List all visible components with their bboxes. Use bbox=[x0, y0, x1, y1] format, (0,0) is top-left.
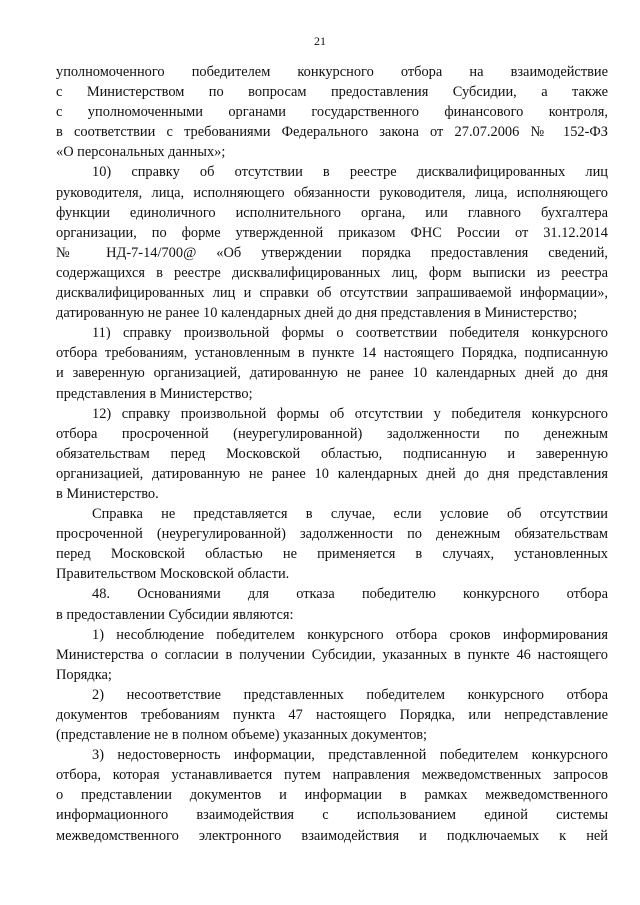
text-line: 2) несоответствие представленных победителем конкурсного отбора bbox=[92, 686, 608, 703]
text-line: № НД-7-14/700@ «Об утверждении порядка предоставления сведений, bbox=[56, 244, 608, 261]
text-line: просроченной (неурегулированной) задолженности по денежным обязательствам bbox=[56, 526, 608, 543]
text-line: межведомственного электронного взаимодействия и подключаемых к ней bbox=[56, 827, 608, 844]
text-line: в соответствии с требованиями Федерального закона от 27.07.2006 № 152-ФЗ bbox=[56, 124, 608, 141]
document-body bbox=[56, 62, 608, 846]
text-line: содержащихся в реестре дисквалифицированных лиц, форм выписки из реестра bbox=[56, 264, 608, 281]
paragraph-item-48-3 bbox=[56, 745, 608, 845]
text-line: 48. Основаниями для отказа победителю конкурсного отбора bbox=[92, 586, 608, 603]
text-line: документов требованиям пункта 47 настоящего Порядка, или непредставление bbox=[56, 707, 608, 723]
text-line: руководителя, лица, исполняющего обязанности руководителя, лица, исполняющего bbox=[56, 184, 608, 201]
text-line: организацией, датированную не ранее 10 календарных дней до дня представления bbox=[56, 465, 608, 482]
text-line: информационного взаимодействия с использованием единой системы bbox=[56, 807, 608, 824]
text-line: отбора, которая устанавливается путем направления межведомственных запросов bbox=[56, 767, 608, 784]
text-line: отбора просроченной (неурегулированной) задолженности по денежным bbox=[56, 425, 608, 442]
text-line: организации, по форме утвержденной приказом ФНС России от 31.12.2014 bbox=[56, 224, 608, 241]
text-line: дисквалифицированных лиц и справки об отсутствии запрашиваемой информации», bbox=[56, 285, 608, 302]
text-line: перед Московской областью не применяется в случаях, установленных bbox=[56, 546, 608, 563]
text-line: (представление не в полном объеме) указанных документов; bbox=[56, 727, 428, 744]
text-line: Порядка; bbox=[56, 666, 112, 683]
text-line: 11) справку произвольной формы о соответствии победителя конкурсного bbox=[92, 325, 608, 342]
text-line: 1) несоблюдение победителем конкурсного отбора сроков информирования bbox=[92, 626, 608, 643]
text-line: в предоставлении Субсидии являются: bbox=[56, 606, 294, 623]
text-line: 12) справку произвольной формы об отсутствии у победителя конкурсного bbox=[92, 405, 608, 422]
paragraph-item-10 bbox=[56, 162, 608, 323]
text-line: датированную не ранее 10 календарных дней до дня представления в Министерство; bbox=[56, 305, 578, 322]
text-line: Правительством Московской области. bbox=[56, 566, 290, 583]
text-line: с Министерством по вопросам предоставления Субсидии, а также bbox=[56, 84, 608, 101]
text-line: представления в Министерство; bbox=[56, 385, 253, 402]
text-line: обязательствам перед Московской областью, подписанную и заверенную bbox=[56, 445, 608, 462]
text-line: и заверенную организацией, датированную не ранее 10 календарных дней до дня bbox=[56, 365, 608, 382]
paragraph-note bbox=[56, 504, 608, 584]
paragraph-item-48-1 bbox=[56, 625, 608, 685]
text-line: уполномоченного победителем конкурсного отбора на взаимодействие bbox=[56, 64, 608, 80]
paragraph-item-11 bbox=[56, 323, 608, 403]
paragraph-continuation bbox=[56, 62, 608, 162]
text-line: 10) справку об отсутствии в реестре дисквалифицированных лиц bbox=[92, 164, 608, 181]
text-line: Справка не представляется в случае, если условие об отсутствии bbox=[92, 506, 608, 523]
text-line: Министерства о согласии в получении Субсидии, указанных в пункте 46 настоящего bbox=[56, 646, 608, 663]
text-line: 3) недостоверность информации, представленной победителем конкурсного bbox=[92, 747, 608, 764]
text-line: в Министерство. bbox=[56, 485, 159, 502]
paragraph-item-48-2 bbox=[56, 685, 608, 745]
text-line: отбора требованиям, установленным в пункте 14 настоящего Порядка, подписанную bbox=[56, 345, 608, 362]
text-line: с уполномоченными органами государственного финансового контроля, bbox=[56, 104, 608, 121]
paragraph-item-12 bbox=[56, 404, 608, 504]
text-line: о представлении документов и информации в рамках межведомственного bbox=[56, 787, 608, 804]
page-number: 21 bbox=[314, 34, 326, 48]
paragraph-item-48 bbox=[56, 584, 608, 624]
text-line: функции единоличного исполнительного органа, или главного бухгалтера bbox=[56, 204, 608, 221]
text-line: «О персональных данных»; bbox=[56, 144, 226, 161]
